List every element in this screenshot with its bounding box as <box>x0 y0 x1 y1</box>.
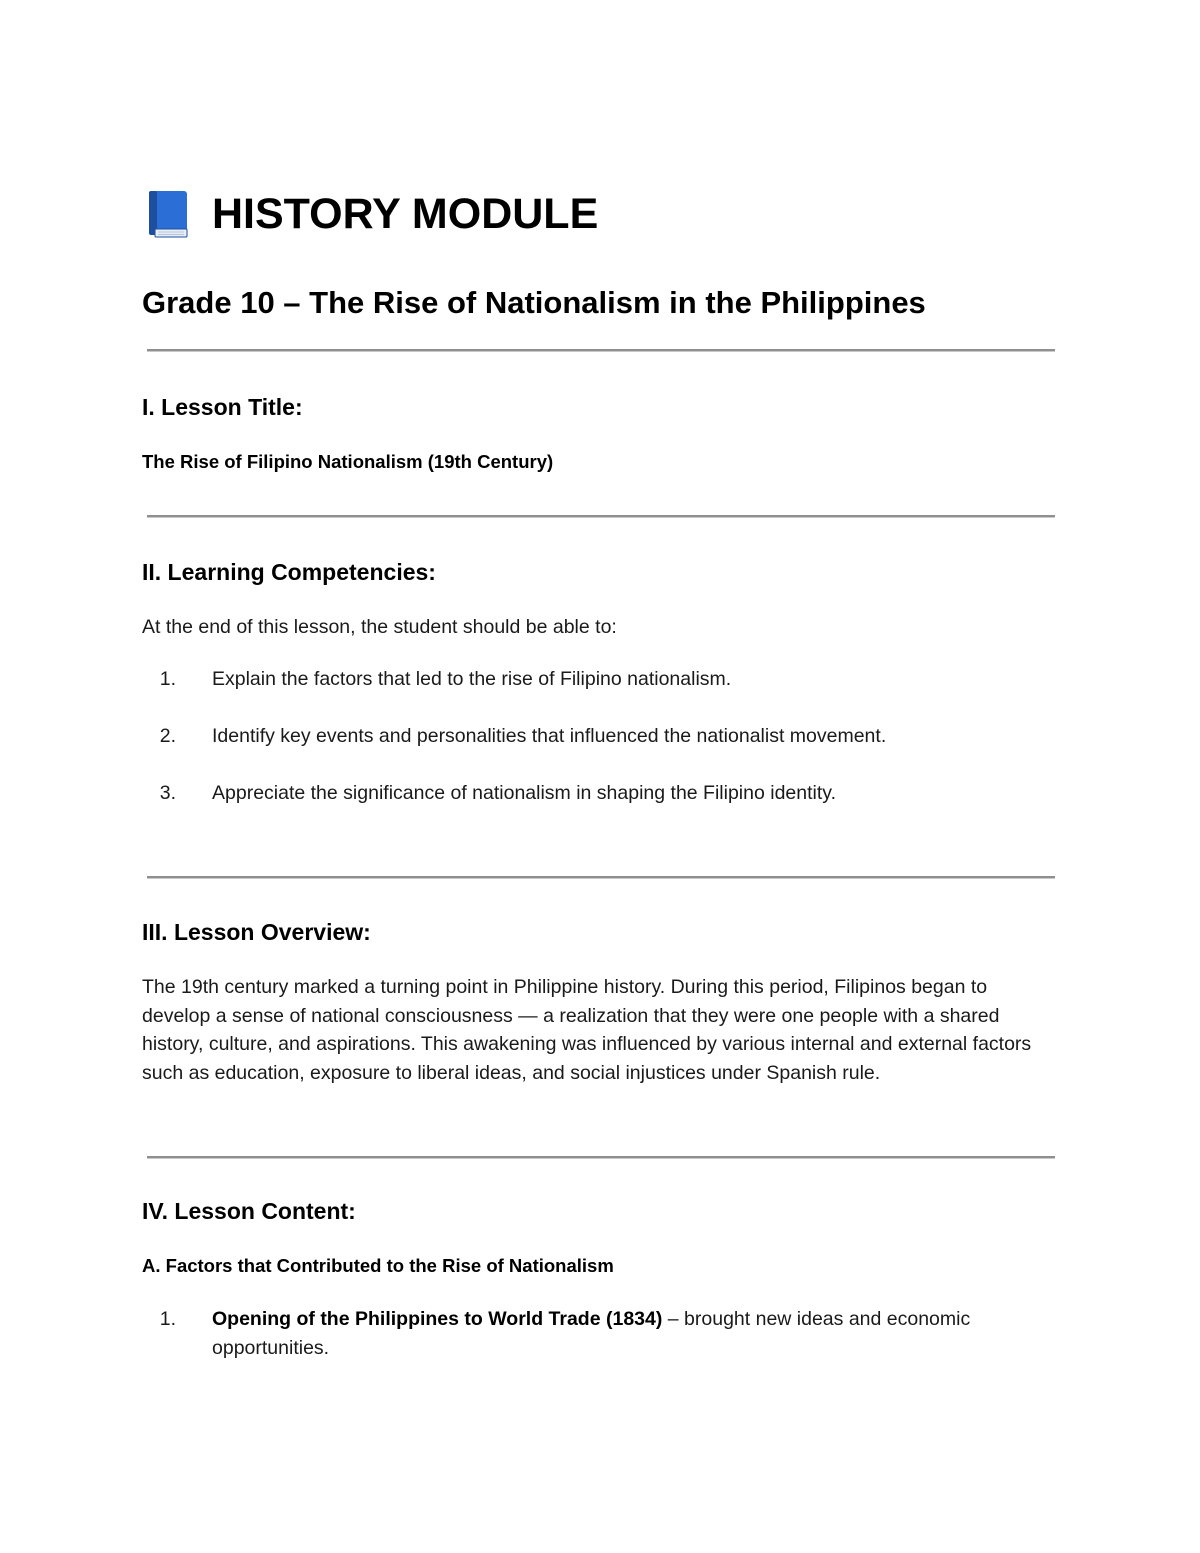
factors-subheading: A. Factors that Contributed to the Rise of Nationalism <box>142 1255 614 1276</box>
list-number: 1. <box>159 1308 176 1330</box>
competencies-intro: At the end of this lesson, the student should be able to: <box>142 616 617 638</box>
blue-book-icon <box>146 189 190 239</box>
overview-paragraph: The 19th century marked a turning point in Philippine history. During this period, Filipinos began to develop a sense of national consciousness — a realization that they were one people with a shared history, culture, and aspirations. This awakening was influenced by various internal and external factors such as education, exposure to liberal ideas, and social injustices under Spanish rule. <box>142 976 1032 1084</box>
list-item <box>142 722 1054 751</box>
lesson-title-text: The Rise of Filipino Nationalism (19th Century) <box>142 451 554 472</box>
list-item <box>142 779 1054 808</box>
list-item <box>142 1305 1054 1362</box>
divider <box>147 876 1055 879</box>
section-heading-lesson-overview: III. Lesson Overview: <box>142 919 371 945</box>
grade-heading: Grade 10 – The Rise of Nationalism in the Philippines <box>142 285 926 320</box>
section-heading-lesson-title: I. Lesson Title: <box>142 394 303 420</box>
divider <box>147 349 1055 352</box>
list-item-description: – brought new ideas and economic opportunities. <box>212 1308 971 1359</box>
divider <box>147 1156 1055 1159</box>
list-text <box>212 1305 1054 1362</box>
list-text: Explain the factors that led to the rise of Filipino nationalism. <box>212 668 732 690</box>
list-number: 3. <box>159 782 176 804</box>
list-item <box>142 665 1054 694</box>
module-title-text: HISTORY MODULE <box>212 190 599 238</box>
list-text: Identify key events and personalities that influenced the nationalist movement. <box>212 725 887 747</box>
list-text: Appreciate the significance of nationalism in shaping the Filipino identity. <box>212 782 836 804</box>
module-title <box>142 188 598 240</box>
list-item-bold-title: Opening of the Philippines to World Trade (1834) <box>212 1308 663 1330</box>
list-number: 1. <box>159 668 176 690</box>
section-heading-lesson-content: IV. Lesson Content: <box>142 1198 356 1224</box>
divider <box>147 515 1055 518</box>
section-heading-learning-competencies: II. Learning Competencies: <box>142 559 436 585</box>
list-number: 2. <box>159 725 176 747</box>
